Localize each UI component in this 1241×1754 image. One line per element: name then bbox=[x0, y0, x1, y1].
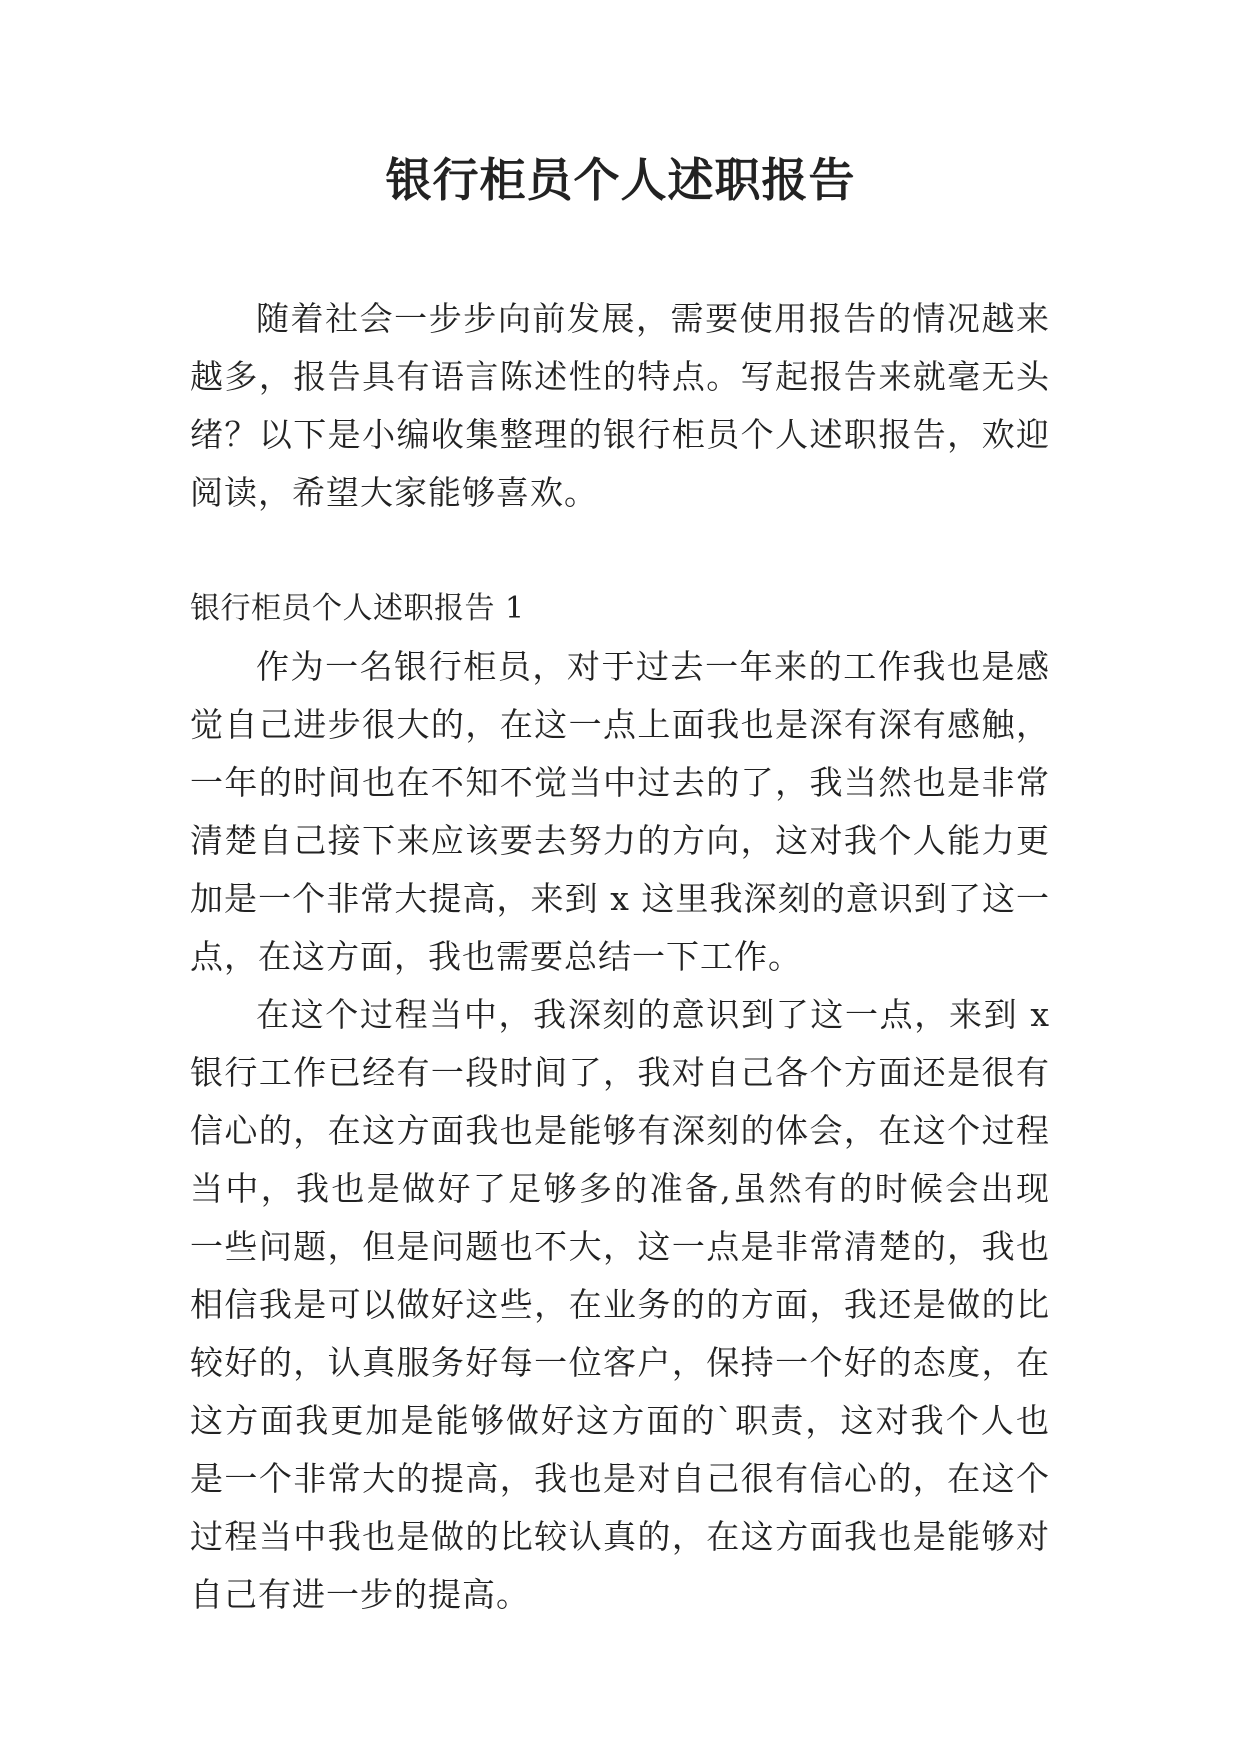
intro-paragraph: 随着社会一步步向前发展，需要使用报告的情况越来越多，报告具有语言陈述性的特点。写起报告来就毫无头绪？以下是小编收集整理的银行柜员个人述职报告，欢迎阅读，希望大家能够喜欢。 bbox=[190, 299, 1050, 512]
document-title: 银行柜员个人述职报告 bbox=[385, 153, 856, 207]
section-heading: 银行柜员个人述职报告 1 bbox=[190, 591, 525, 626]
body-paragraph: 在这个过程当中，我深刻的意识到了这一点，来到 x 银行工作已经有一段时间了，我对自己各个方面还是很有信心的，在这方面我也是能够有深刻的体会，在这个过程当中，我也是做好了足够多的准备,虽然有的时候会出现一些问题，但是问题也不大，这一点是非常清楚的，我也相信我是可以做好这些，在业务的的方面，我还是做的比较好的，认真服务好每一位客户，保持一个好的态度，在这方面我更加是能够做好这方面的`职责，这对我个人也是一个非常大的提高，我也是对自己很有信心的，在这个过程当中我也是做的比较认真的，在这方面我也是能够对自己有进一步的提高。 bbox=[190, 995, 1050, 1614]
paragraph-spacer bbox=[190, 522, 1050, 580]
body-paragraph: 作为一名银行柜员，对于过去一年来的工作我也是感觉自己进步很大的，在这一点上面我也是深有深有感触，一年的时间也在不知不觉当中过去的了，我当然也是非常清楚自己接下来应该要去努力的方向，这对我个人能力更加是一个非常大提高，来到 x 这里我深刻的意识到了这一点，在这方面，我也需要总结一下工作。 bbox=[190, 647, 1050, 976]
document-body bbox=[190, 290, 1050, 1624]
